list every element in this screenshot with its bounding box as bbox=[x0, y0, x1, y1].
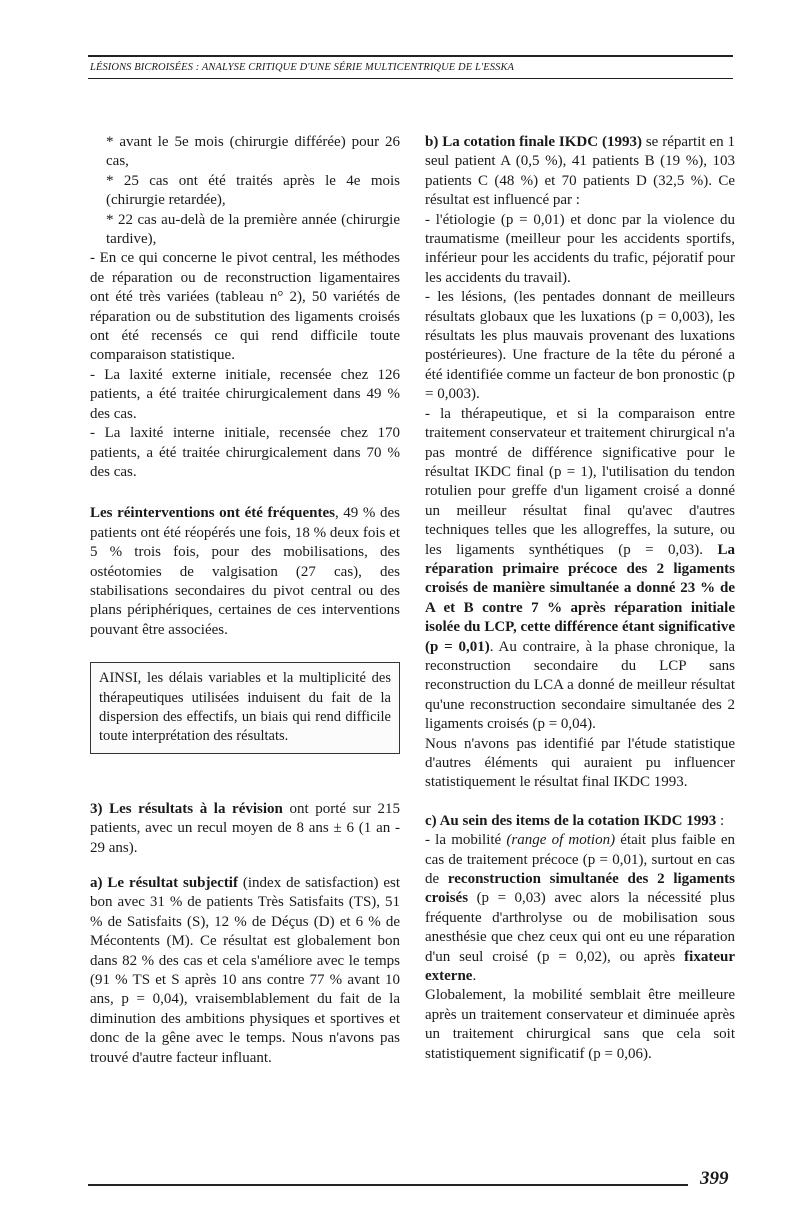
header-rule-bottom bbox=[88, 78, 733, 79]
paragraph-globalement: Globalement, la mobilité semblait être meilleure après un traitement conservateur et diminuée après un traitement chirurgical sans que cela soit statistiquement significatif (p = 0,06). bbox=[425, 987, 735, 1062]
paragraph-cotation-ikdc: b) La cotation finale IKDC (1993) se répartit en 1 seul patient A (0,5 %), 41 patients B (19 %), 103 patients C (48 %) et 70 patients D (32,5 %). Ce résultat est influencé par : bbox=[425, 134, 735, 209]
paragraph-laxite-interne: - La laxité interne initiale, recensée chez 170 patients, a été traitée chirurgicalement dans 70 % des cas. bbox=[90, 425, 400, 480]
conclusion-box bbox=[90, 662, 400, 754]
reparation-primaire-highlight: La réparation primaire précoce des 2 ligaments croisés de manière simultanée a donné 23 % de A et B contre 7 % après réparation initiale isolée du LCP, cette différence étant significative (p = 0,01) bbox=[425, 541, 735, 655]
right-column bbox=[425, 133, 735, 1064]
paragraph-reinterventions: Les réinterventions ont été fréquentes, 49 % des patients ont été réopérés une fois, 18 % deux fois et 5 % trois fois, pour des mobilisations, des ostéotomies de valgisation (27 cas), des stabilisations secondaires du pivot central ou des plans périphériques, certaines de ces interventions pouvant être associées. bbox=[90, 505, 400, 638]
items-ikdc-heading: c) Au sein des items de la cotation IKDC 1993 bbox=[425, 812, 717, 829]
resultats-heading: 3) Les résultats à la révision bbox=[90, 800, 283, 817]
paragraph-laxite-externe: - La laxité externe initiale, recensée chez 126 patients, a été traitée chirurgicalement dans 49 % des cas. bbox=[90, 366, 400, 422]
paragraph-items-ikdc: c) Au sein des items de la cotation IKDC 1993 : bbox=[425, 812, 725, 829]
footer-rule bbox=[88, 1184, 688, 1186]
page-number: 399 bbox=[700, 1168, 729, 1189]
bullet-retardee: * 25 cas ont été traités après le 4e mois (chirurgie retardée), bbox=[106, 172, 400, 209]
paragraph-nous: Nous n'avons pas identifié par l'étude statistique d'autres éléments qui auraient pu influencer statistiquement le résultat final IKDC 1993. bbox=[425, 735, 735, 791]
paragraph-resultats: 3) Les résultats à la révision ont porté sur 215 patients, avec un recul moyen de 8 ans ± 6 (1 an - 29 ans). bbox=[90, 800, 401, 856]
item-etiologie: - l'étiologie (p = 0,01) et donc par la violence du traumatisme (meilleur pour les accidents sportifs, inférieur pour les accidents du trafic, péjoratif pour les accidents du travail). bbox=[425, 211, 735, 286]
left-column bbox=[90, 133, 400, 1068]
running-header: LÉSIONS BICROISÉES : ANALYSE CRITIQUE D'UNE SÉRIE MULTICENTRIQUE DE L'ESSKA bbox=[90, 62, 515, 73]
bullet-differee: * avant le 5e mois (chirurgie différée) pour 26 cas, bbox=[106, 134, 400, 170]
header-rule-top bbox=[88, 55, 733, 57]
paragraph-resultat-subjectif: a) Le résultat subjectif (index de satisfaction) est bon avec 31 % de patients Très Satisfaits (TS), 51 % de Satisfaits (S), 12 % de Déçus (D) et 6 % de Mécontents (M). Ce résultat est globalement bon dans 82 % des cas et cela s'améliore avec le temps (91 % TS et S après 10 ans contre 77 % avant 10 ans, p = 0,04), vraisemblablement du fait de la diminution des ambitions physiques et sportives et donc de la gêne avec le temps. Nous n'avons pas trouvé d'autre facteur influant. bbox=[90, 875, 400, 1066]
bullet-tardive: * 22 cas au-delà de la première année (chirurgie tardive), bbox=[106, 211, 400, 248]
paragraph-pivot-central: - En ce qui concerne le pivot central, les méthodes de réparation ou de reconstruction ligamentaires ont été très variées (tableau n° 2), 50 variétés de réparation ou de substitution des ligaments croisés ont été recensés ce qui rend difficile toute comparaison statistique. bbox=[90, 250, 400, 364]
reinterventions-heading: Les réinterventions ont été fréquentes bbox=[90, 505, 335, 522]
item-mobilite: - la mobilité (range of motion) était plus faible en cas de traitement précoce (p = 0,01), surtout en cas de reconstruction simultanée des 2 ligaments croisés (p = 0,03) avec alors la nécessité plus fréquente d'arthrolyse ou de mobilisation sous anesthésie que chez ceux qui ont eu une réparation d'un seul croisé (p = 0,02), ou après fixateur externe. bbox=[425, 832, 735, 985]
item-therapeutique: - la thérapeutique, et si la comparaison entre traitement conservateur et traitement chirurgical n'a pas montré de différence significative pour le résultat IKDC final (p = 1), l'utilisation du tendon rotulien pour greffe d'un ligament croisé a donné un meilleur résultat final qu'avec d'autres techniques telles que les allogreffes, la suture, ou les ligaments synthétiques (p = 0,03). La réparation primaire précoce des 2 ligaments croisés de manière simultanée a donné 23 % de A et B contre 7 % après réparation initiale isolée du LCP, cette différence étant significative (p = 0,01). Au contraire, à la phase chronique, la reconstruction secondaire du LCP sans reconstruction du LCA a donné de meilleur résultat qu'une reconstruction secondaire simultanée des 2 ligaments croisés (p = 0,04). bbox=[425, 405, 735, 733]
resultat-subjectif-heading: a) Le résultat subjectif bbox=[90, 875, 238, 891]
item-lesions: - les lésions, (les pentades donnant de meilleurs résultats globaux que les luxations (p = 0,003), les résultats les plus mauvais provenant des luxations postérieures). Une fracture de la tête du péroné a été identifiée comme un facteur de bon pronostic (p = 0,003). bbox=[425, 289, 735, 403]
cotation-ikdc-heading: b) La cotation finale IKDC (1993) bbox=[425, 134, 642, 150]
conclusion-box-text: AINSI, les délais variables et la multiplicité des thérapeutiques utilisées induisent du fait de la dispersion des effectifs, un biais qui rend difficile toute interprétation des résultats. bbox=[99, 670, 391, 745]
